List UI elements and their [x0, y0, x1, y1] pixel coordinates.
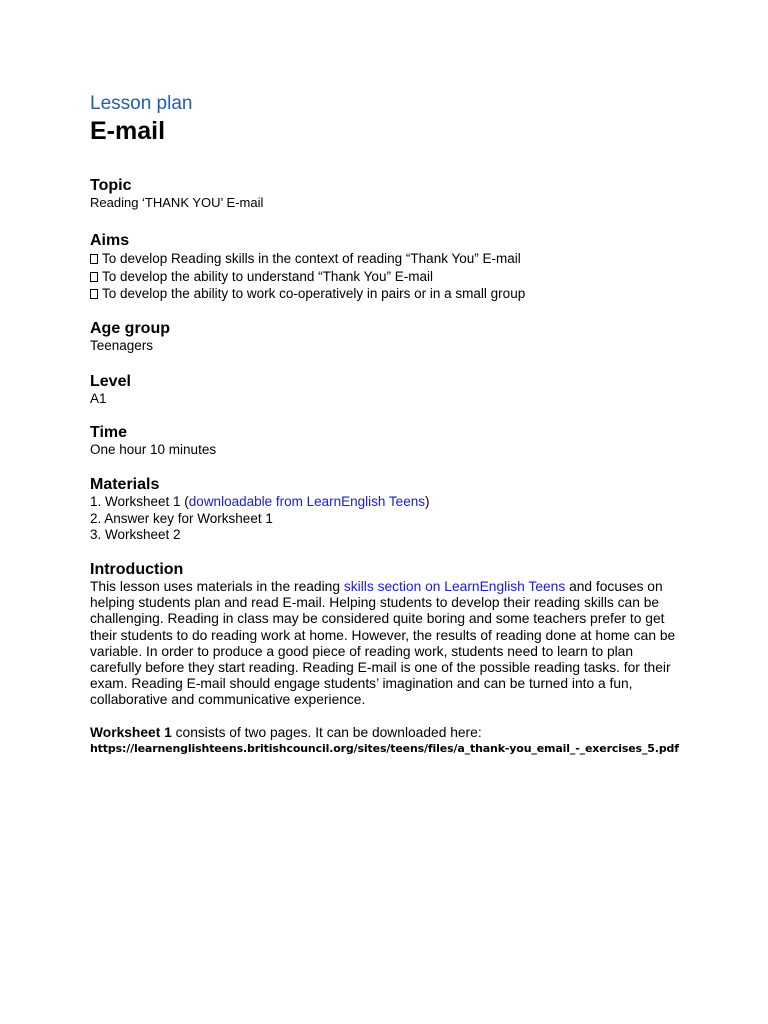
materials-heading: Materials [90, 476, 160, 493]
checkbox-bullet-icon [90, 254, 98, 264]
topic-text: Reading ‘THANK YOU’ E-mail [90, 195, 264, 210]
aims-heading: Aims [90, 232, 130, 249]
time-section [90, 423, 690, 459]
age-group-text: Teenagers [90, 338, 154, 353]
materials-item-1: 1. Worksheet 1 (downloadable from LearnEnglish Teens) [90, 494, 430, 509]
lesson-plan-document [90, 92, 690, 756]
aim-item: To develop the ability to work co-operatively in pairs or in a small group [90, 285, 690, 303]
worksheet-info: Worksheet 1 consists of two pages. It can be downloaded here: [90, 724, 482, 740]
level-text: A1 [90, 391, 107, 406]
aims-section [90, 231, 690, 303]
aim-item: To develop the ability to understand “Thank You” E-mail [90, 268, 690, 286]
topic-section [90, 176, 690, 212]
level-section [90, 372, 690, 408]
level-heading: Level [90, 373, 131, 390]
materials-section [90, 475, 690, 544]
introduction-heading: Introduction [90, 561, 184, 578]
age-group-heading: Age group [90, 320, 170, 337]
topic-heading: Topic [90, 177, 132, 194]
introduction-section [90, 560, 690, 757]
materials-item-3: 3. Worksheet 2 [90, 527, 181, 542]
skills-section-link[interactable]: skills section on LearnEnglish Teens [343, 579, 566, 594]
introduction-paragraph: This lesson uses materials in the reading skills section on LearnEnglish Teens and focuses on helping students plan and read E-mail. Helping students to develop their reading skills can be challenging. Reading in class may be considered quite boring and some teachers prefer to get their students to do reading work at home. However, the results of reading done at home can be variable. In order to produce a good piece of reading work, students need to learn to plan carefully before they start reading. Reading E-mail is one of the possible reading tasks. for their exam. Reading E-mail should engage students’ imagination and can be turned into a fun, collaborative and communicative experience. [90, 579, 676, 708]
time-text: One hour 10 minutes [90, 442, 217, 457]
learnenglish-teens-download-link[interactable]: downloadable from LearnEnglish Teens [188, 494, 425, 509]
document-title: E-mail [90, 117, 166, 145]
worksheet-url[interactable]: https://learnenglishteens.britishcouncil.org/sites/teens/files/a_thank-you_email_-_exercises_5.pdf [90, 742, 679, 756]
materials-item-2: 2. Answer key for Worksheet 1 [90, 510, 273, 526]
time-heading: Time [90, 424, 128, 441]
checkbox-bullet-icon [90, 289, 98, 299]
checkbox-bullet-icon [90, 272, 98, 282]
aim-item: To develop Reading skills in the context of reading “Thank You” E-mail [90, 250, 690, 268]
age-group-section [90, 319, 690, 355]
document-kicker: Lesson plan [90, 93, 193, 114]
